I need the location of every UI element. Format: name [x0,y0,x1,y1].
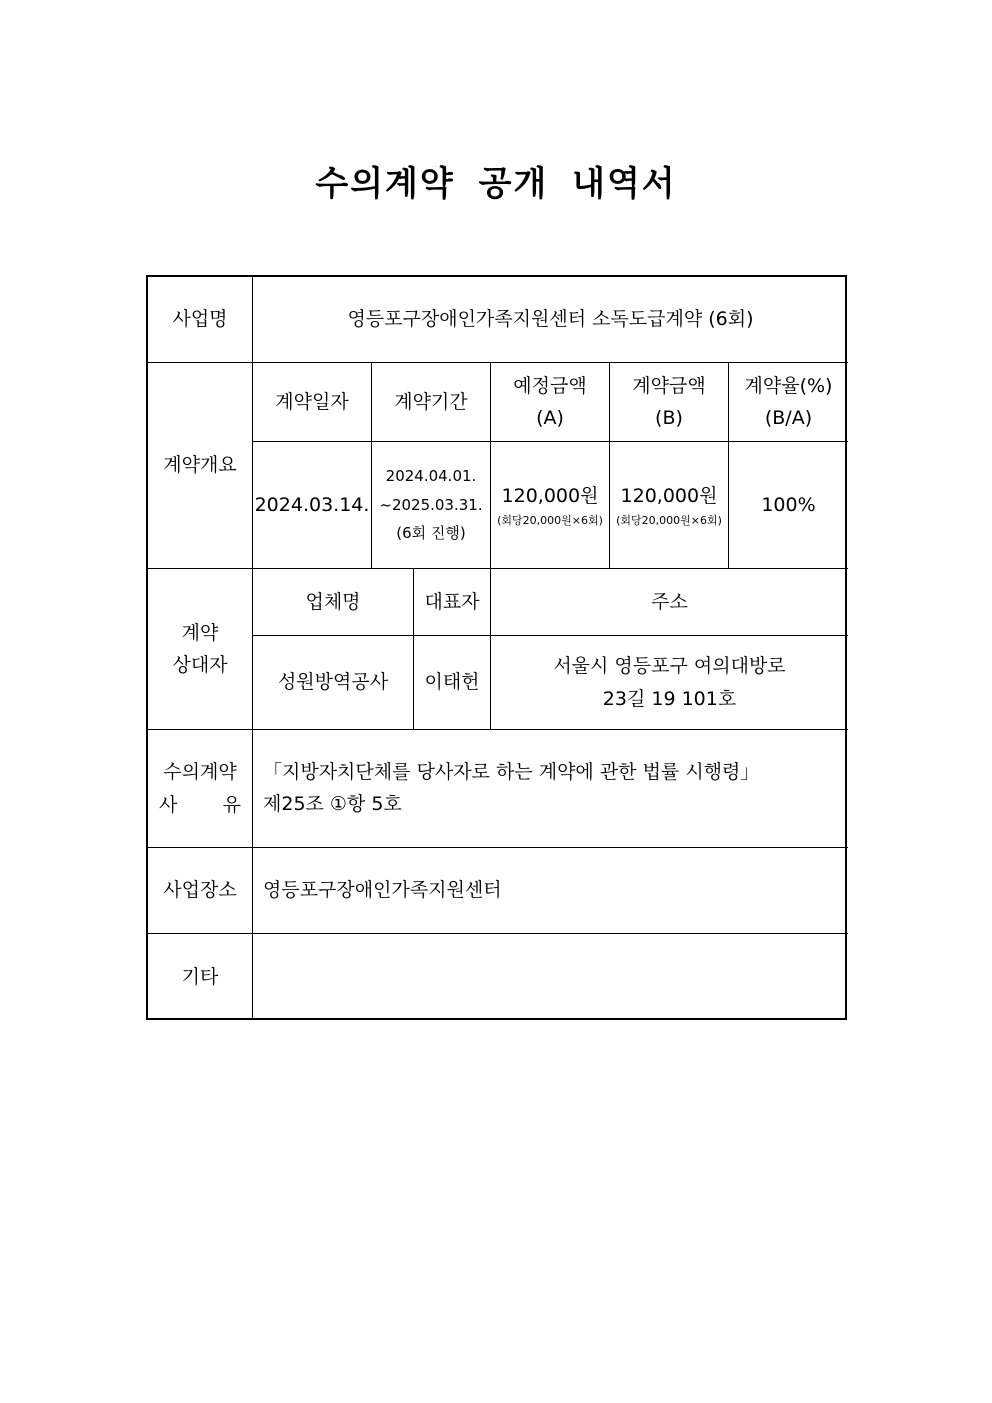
reason-line2: 제25조 ①항 5호 [263,792,402,815]
estimated-amount-header-sub: (A) [536,407,564,429]
estimated-amount-note: (회당20,000원×6회) [497,514,603,528]
estimated-amount-value [491,442,610,569]
contract-amount-header-label: 계약금액 [632,374,706,397]
reason-label-char2: 유 [222,793,241,816]
address-line2: 23길 19 101호 [602,687,737,710]
counterparty-label [148,569,253,730]
contract-amount: 120,000원 [620,485,718,508]
contract-rate-header-sub: (B/A) [764,407,813,429]
contract-amount-header-sub: (B) [655,407,683,429]
contract-date-value: 2024.03.14. [253,442,372,569]
contract-period-end: ~2025.03.31. [379,495,483,514]
contract-amount-header [610,363,729,442]
estimated-amount: 120,000원 [501,485,599,508]
counterparty-label-line1: 계약 [181,621,219,644]
contract-disclosure-table [146,275,847,1020]
contract-amount-note: (회당20,000원×6회) [616,514,722,528]
other-value [253,934,848,1020]
business-name-label: 사업명 [148,277,253,363]
company-name-header: 업체명 [253,569,414,636]
contract-overview-label: 계약개요 [148,363,253,569]
contract-amount-value [610,442,729,569]
contract-rate-header-label: 계약율(%) [744,374,833,397]
address-header: 주소 [491,569,848,636]
contract-period-header: 계약기간 [372,363,491,442]
reason-value [253,730,848,848]
contract-period-value [372,442,491,569]
contract-period-start: 2024.04.01. [385,467,477,486]
location-label: 사업장소 [148,848,253,934]
document-title: 수의계약 공개 내역서 [315,164,677,204]
reason-line1: 「지방자치단체를 당사자로 하는 계약에 관한 법률 시행령」 [263,761,760,784]
reason-label-line2 [159,789,241,821]
contract-rate-header [729,363,848,442]
company-name-value: 성원방역공사 [253,636,414,730]
representative-header: 대표자 [414,569,491,636]
contract-date-header: 계약일자 [253,363,372,442]
other-label: 기타 [148,934,253,1020]
address-value [491,636,848,730]
representative-value: 이태헌 [414,636,491,730]
contract-rate-value: 100% [729,442,848,569]
estimated-amount-header-label: 예정금액 [513,374,587,397]
location-value: 영등포구장애인가족지원센터 [253,848,848,934]
counterparty-label-line2: 상대자 [172,654,228,676]
estimated-amount-header [491,363,610,442]
reason-label [148,730,253,848]
business-name-value: 영등포구장애인가족지원센터 소독도급계약 (6회) [253,277,848,363]
reason-label-line1: 수의계약 [163,761,237,784]
reason-label-char1: 사 [159,793,178,816]
address-line1: 서울시 영등포구 여의대방로 [553,655,786,678]
contract-period-note: (6회 진행) [396,524,466,543]
